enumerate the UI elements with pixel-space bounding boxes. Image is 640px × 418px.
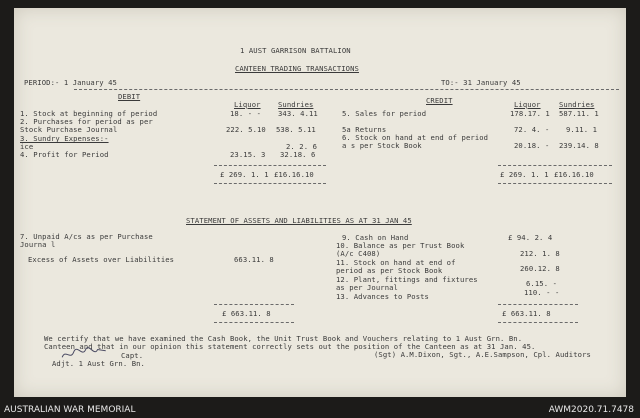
debit-col-sundries: Sundries xyxy=(278,100,314,109)
credit-total-sundries: £16.16.10 xyxy=(554,170,594,179)
debit-line-1-liquor: 18. - - xyxy=(230,109,261,118)
credit-rule-bottom xyxy=(498,183,612,184)
assets-total: £ 663.11. 8 xyxy=(502,309,551,318)
statement-left-line-2: Journa l xyxy=(20,240,56,249)
credit-line-2-sundries: 9.11. 1 xyxy=(566,125,597,134)
archive-footer xyxy=(0,403,640,418)
credit-line-1: 5. Sales for period xyxy=(342,109,427,118)
debit-line-1: 1. Stock at beginning of period xyxy=(20,109,158,118)
credit-heading: CREDIT xyxy=(426,96,453,105)
unit-title: 1 AUST GARRISON BATTALION xyxy=(240,46,351,55)
capt-title: Capt. xyxy=(121,351,144,360)
debit-line-5: ice xyxy=(20,142,34,151)
document-subtitle: CANTEEN TRADING TRANSACTIONS xyxy=(235,64,359,73)
asset-line-10-value: 212. 1. 8 xyxy=(520,249,560,258)
period-from: PERIOD:- 1 January 45 xyxy=(24,78,117,87)
asset-line-11: 11. Stock on hand at end of xyxy=(336,258,456,267)
debit-line-3: Stock Purchase Journal xyxy=(20,125,118,134)
credit-rule-top xyxy=(498,165,612,166)
debit-rule-bottom xyxy=(214,183,326,184)
debit-col-liquor: Liquor xyxy=(234,100,261,109)
credit-line-2: 5a Returns xyxy=(342,125,387,134)
credit-line-4: a s per Stock Book xyxy=(342,141,422,150)
debit-line-3-liquor: 222. 5.10 xyxy=(226,125,266,134)
asset-line-12b-value: 110. - - xyxy=(524,288,560,297)
debit-total-sundries: £16.16.10 xyxy=(274,170,314,179)
header-rule xyxy=(74,89,619,90)
certification-line-1: We certify that we have examined the Cash Book, the Unit Trust Book and Vouchers relating to 1 Aust Grn. Bn. xyxy=(44,334,523,343)
credit-line-1-liquor: 178.17. 1 xyxy=(510,109,550,118)
statement-title: STATEMENT OF ASSETS AND LIABILITIES AS AT 31 JAN 45 xyxy=(186,216,412,225)
credit-line-3: 6. Stock on hand at end of period xyxy=(342,133,489,142)
asset-line-12: 12. Plant, fittings and fixtures xyxy=(336,275,478,284)
debit-line-6-sundries: 32.18. 6 xyxy=(280,150,316,159)
asset-line-12b: as per Journal xyxy=(336,283,398,292)
debit-line-6-liquor: 23.15. 3 xyxy=(230,150,266,159)
credit-col-liquor: Liquor xyxy=(514,100,541,109)
credit-col-sundries: Sundries xyxy=(559,100,595,109)
debit-rule-top xyxy=(214,165,326,166)
excess-label: Excess of Assets over Liabilities xyxy=(28,255,175,264)
assets-rule-bottom xyxy=(498,322,578,323)
footer-accession-number: AWM2020.71.7478 xyxy=(548,405,634,415)
debit-line-4: 3. Sundry Expenses:- xyxy=(20,134,109,143)
debit-line-6: 4. Profit for Period xyxy=(20,150,109,159)
credit-line-4-sundries: 239.14. 8 xyxy=(559,141,599,150)
adjt-line: Adjt. 1 Aust Grn. Bn. xyxy=(52,359,145,368)
credit-line-2-liquor: 72. 4. - xyxy=(514,125,550,134)
document-page xyxy=(14,8,626,397)
assets-rule-top xyxy=(498,304,578,305)
asset-line-10b: (A/c C408) xyxy=(336,249,381,258)
liabilities-total: £ 663.11. 8 xyxy=(222,309,271,318)
asset-line-13: 13. Advances to Posts xyxy=(336,292,429,301)
debit-line-5-sundries: 2. 2. 6 xyxy=(286,142,317,151)
credit-line-4-liquor: 20.18. - xyxy=(514,141,550,150)
footer-institution: AUSTRALIAN WAR MEMORIAL xyxy=(4,405,136,415)
asset-line-11-value: 260.12. 8 xyxy=(520,264,560,273)
liabilities-rule-top xyxy=(214,304,294,305)
auditors-line: (Sgt) A.M.Dixon, Sgt., A.E.Sampson, Cpl. Auditors xyxy=(374,350,591,359)
asset-line-12-value: 6.15. - xyxy=(526,279,557,288)
debit-line-1-sundries: 343. 4.11 xyxy=(278,109,318,118)
statement-left-line-1: 7. Unpaid A/cs as per Purchase xyxy=(20,232,153,241)
debit-line-3-sundries: 538. 5.11 xyxy=(276,125,316,134)
debit-line-2: 2. Purchases for period as per xyxy=(20,117,153,126)
period-to: TO:- 31 January 45 xyxy=(441,78,521,87)
asset-line-10: 10. Balance as per Trust Book xyxy=(336,241,465,250)
debit-heading: DEBIT xyxy=(118,92,141,101)
certification-line-2: Canteen and that in our opinion this statement correctly sets out the position of the Canteen as at 31 Jan. 45. xyxy=(44,342,536,351)
excess-value: 663.11. 8 xyxy=(234,255,274,264)
debit-total-liquor: £ 269. 1. 1 xyxy=(220,170,269,179)
asset-line-9: 9. Cash on Hand xyxy=(342,233,409,242)
asset-line-11b: period as per Stock Book xyxy=(336,266,443,275)
asset-line-9-value: £ 94. 2. 4 xyxy=(508,233,553,242)
credit-line-1-sundries: 587.11. 1 xyxy=(559,109,599,118)
liabilities-rule-bottom xyxy=(214,322,294,323)
credit-total-liquor: £ 269. 1. 1 xyxy=(500,170,549,179)
